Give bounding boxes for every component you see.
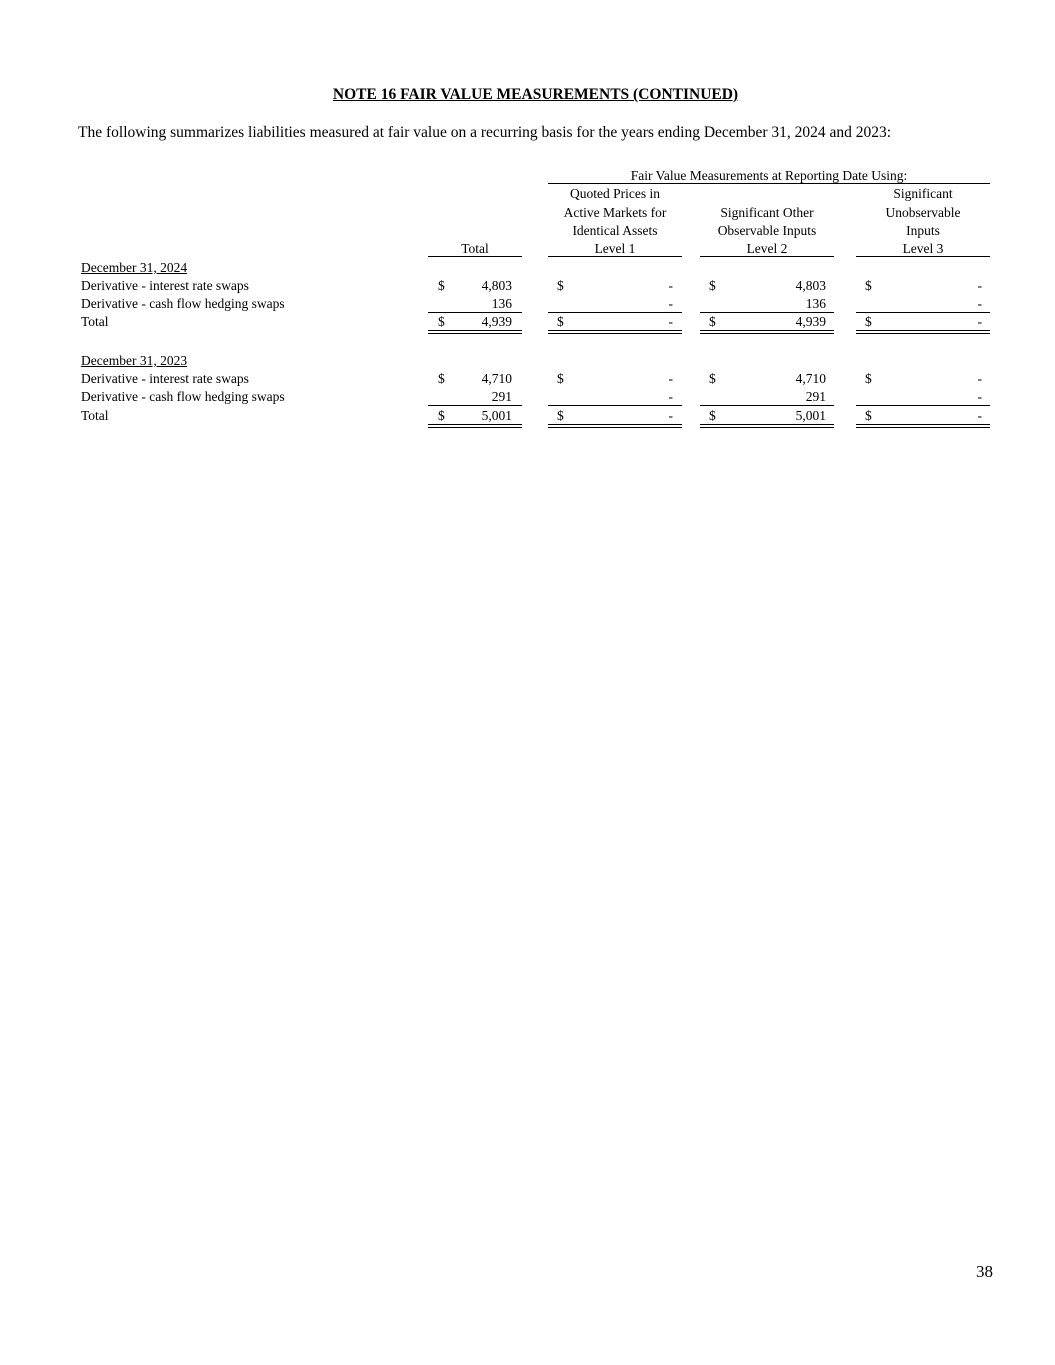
currency-sign: $	[709, 371, 716, 386]
section-date-2024: December 31, 2024	[81, 260, 188, 275]
col-header-level2-line1: Significant Other	[720, 205, 814, 220]
currency-sign: $	[557, 314, 564, 329]
cell-total: 136	[491, 296, 512, 311]
cell-level2: 4,710	[795, 371, 826, 386]
currency-sign: $	[438, 371, 445, 386]
cell-level2: 4,939	[795, 314, 826, 329]
cell-level2: 5,001	[795, 408, 826, 423]
col-header-level1-line4: Level 1	[594, 241, 636, 256]
currency-sign: $	[557, 408, 564, 423]
total-double-rule	[548, 330, 682, 334]
subtotal-rule	[700, 405, 834, 406]
cell-level1: -	[668, 296, 673, 311]
cell-level3: -	[977, 389, 982, 404]
intro-paragraph: The following summarizes liabilities measured at fair value on a recurring basis for the years ending December 31, 2024 and 2023:	[78, 124, 892, 141]
total-row-label: Total	[81, 314, 109, 329]
row-label: Derivative - interest rate swaps	[81, 371, 249, 386]
cell-level3: -	[977, 371, 982, 386]
currency-sign: $	[709, 278, 716, 293]
cell-level3: -	[977, 314, 982, 329]
row-label: Derivative - cash flow hedging swaps	[81, 389, 285, 404]
currency-sign: $	[709, 408, 716, 423]
section-date-2023: December 31, 2023	[81, 353, 188, 368]
currency-sign: $	[709, 314, 716, 329]
col-header-level1-line3: Identical Assets	[572, 223, 658, 238]
cell-level1: -	[668, 408, 673, 423]
cell-level1: -	[668, 389, 673, 404]
total-row-label: Total	[81, 408, 109, 423]
currency-sign: $	[865, 278, 872, 293]
col-header-level3-line4: Level 3	[902, 241, 944, 256]
currency-sign: $	[865, 371, 872, 386]
col-rule-level3	[856, 256, 990, 257]
currency-sign: $	[865, 408, 872, 423]
cell-level2: 4,803	[795, 278, 826, 293]
total-double-rule	[856, 330, 990, 334]
cell-level2: 136	[805, 296, 826, 311]
cell-level3: -	[977, 408, 982, 423]
fair-value-group-header: Fair Value Measurements at Reporting Date Using:	[630, 168, 908, 183]
currency-sign: $	[438, 278, 445, 293]
cell-level3: -	[977, 278, 982, 293]
cell-level1: -	[668, 371, 673, 386]
cell-total: 4,710	[481, 371, 512, 386]
cell-total: 4,939	[481, 314, 512, 329]
row-label: Derivative - interest rate swaps	[81, 278, 249, 293]
cell-level3: -	[977, 296, 982, 311]
currency-sign: $	[557, 371, 564, 386]
cell-level1: -	[668, 278, 673, 293]
total-double-rule	[428, 330, 522, 334]
cell-level2: 291	[805, 389, 826, 404]
col-header-level3-line1: Significant	[893, 186, 953, 201]
col-header-level3-line3: Inputs	[906, 223, 940, 238]
subtotal-rule	[548, 405, 682, 406]
col-header-total: Total	[461, 241, 489, 256]
cell-total: 5,001	[481, 408, 512, 423]
group-header-rule	[548, 183, 990, 184]
currency-sign: $	[438, 314, 445, 329]
currency-sign: $	[865, 314, 872, 329]
page-number: 38	[976, 1262, 993, 1281]
col-header-level1-line2: Active Markets for	[563, 205, 667, 220]
total-double-rule	[700, 330, 834, 334]
col-rule-level1	[548, 256, 682, 257]
col-header-level2-line3: Level 2	[746, 241, 788, 256]
cell-total: 291	[491, 389, 512, 404]
note-heading: NOTE 16 FAIR VALUE MEASUREMENTS (CONTINUED)	[332, 86, 739, 103]
cell-total: 4,803	[481, 278, 512, 293]
col-header-level1-line1: Quoted Prices in	[570, 186, 660, 201]
total-double-rule	[428, 424, 522, 428]
col-header-level2-line2: Observable Inputs	[717, 223, 817, 238]
total-double-rule	[700, 424, 834, 428]
subtotal-rule	[428, 405, 522, 406]
subtotal-rule	[856, 405, 990, 406]
total-double-rule	[548, 424, 682, 428]
row-label: Derivative - cash flow hedging swaps	[81, 296, 285, 311]
total-double-rule	[856, 424, 990, 428]
cell-level1: -	[668, 314, 673, 329]
col-header-level3-line2: Unobservable	[885, 205, 961, 220]
currency-sign: $	[557, 278, 564, 293]
col-rule-total	[428, 256, 522, 257]
currency-sign: $	[438, 408, 445, 423]
col-rule-level2	[700, 256, 834, 257]
